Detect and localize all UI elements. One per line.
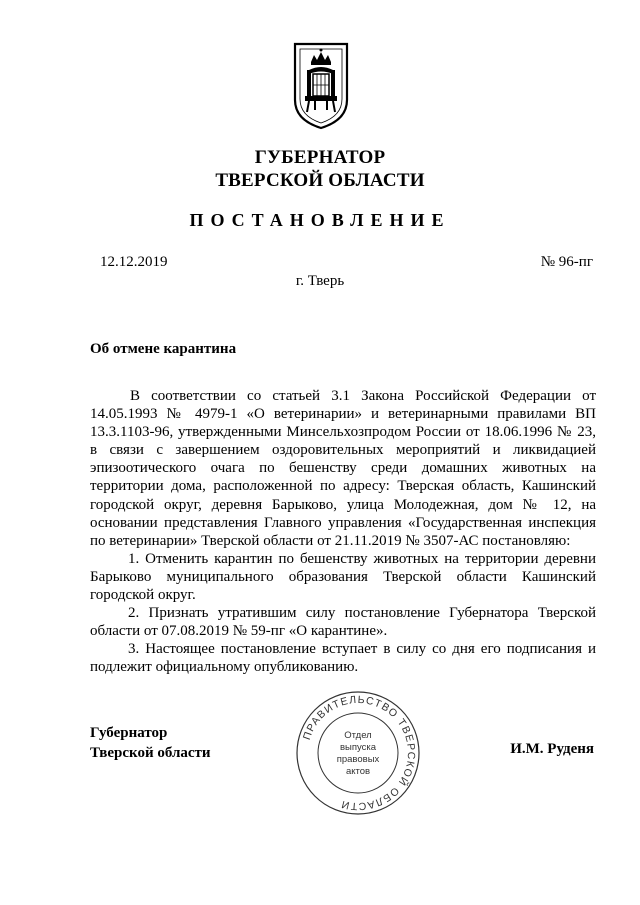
body-paragraph-item-3: 3. Настоящее постановление вступает в силу со дня его подписания и подлежит официальному опубликованию. (90, 641, 596, 676)
document-city: г. Тверь (295, 273, 345, 289)
stamp-line-1: Отдел (344, 730, 372, 741)
stamp-line-3: правовых (336, 754, 380, 765)
issuer-region: ТВЕРСКОЙ ОБЛАСТИ (215, 170, 425, 191)
body-paragraph-item-1: 1. Отменить карантин по бешенству животных на территории деревни Барыково муниципального образования Тверской области Кашинский городской округ. (90, 550, 596, 604)
signer-name: И.М. Руденя (510, 741, 594, 757)
signer-position-line2: Тверской области (90, 745, 211, 761)
stamp-line-2: выпуска (339, 742, 377, 753)
document-date: 12.12.2019 (100, 254, 168, 270)
official-stamp (293, 688, 423, 818)
issuer-title: ГУБЕРНАТОР (254, 147, 386, 168)
stamp-ring-text: ПРАВИТЕЛЬСТВО ТВЕРСКОЙ ОБЛАСТИ (300, 693, 418, 813)
body-paragraph-item-2: 2. Признать утратившим силу постановление Губернатора Тверской области от 07.08.2019 № 59-пг «О карантине». (90, 605, 596, 640)
signer-position-line1: Губернатор (90, 725, 168, 741)
coat-of-arms-emblem (291, 40, 351, 130)
document-type: ПОСТАНОВЛЕНИЕ (189, 210, 451, 230)
body-paragraph-preamble: В соответствии со статьей 3.1 Закона Российской Федерации от 14.05.1993 № 4979-1 «О ветеринарии» и ветеринарными правилами ВП 13.3.1103-96, утвержденными Минсельхозпродом России от 18.06.1996 № 23, в связи с завершением оздоровительных мероприятий и ликвидацией эпизоотического очага по бешенству среди домашних животных на территории дома, расположенной по адресу: Тверская область, Кашинский городской округ, деревня Барыково, улица Молодежная, дом № 12, на основании представления Главного управления «Государственная инспекция по ветеринарии» Тверской области от 21.11.2019 № 3507-АС постановляю: (90, 388, 596, 549)
document-subject: Об отмене карантина (90, 341, 237, 357)
document-body (90, 387, 596, 677)
signer-position (90, 723, 211, 763)
document-number: № 96-пг (540, 254, 593, 270)
stamp-line-4: актов (345, 766, 371, 777)
